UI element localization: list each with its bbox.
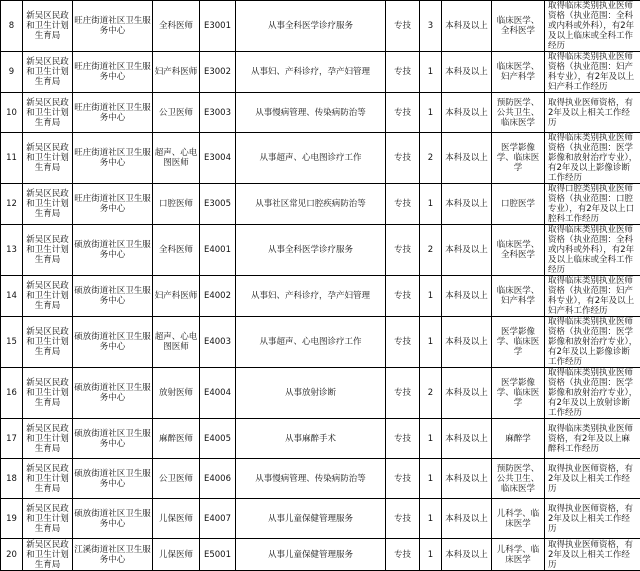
table-row: [1, 1, 640, 52]
cell-number: 16: [1, 368, 23, 419]
cell-position-code: E3005: [200, 184, 236, 225]
table-row: [1, 276, 640, 317]
cell-headcount: 1: [420, 184, 442, 225]
cell-position-code: E4005: [200, 419, 236, 459]
cell-position-code: E5001: [200, 539, 236, 571]
cell-requirements: 取得临床类别执业医师资格（执业范围：医学影像和放射治疗专业），有2年及以上放射诊断工作经历: [545, 368, 640, 419]
cell-job-content: 从事妇、产科诊疗，孕产妇管理: [236, 276, 386, 317]
cell-department: 新吴区民政和卫生计划生育局: [23, 184, 73, 225]
cell-department: 新吴区民政和卫生计划生育局: [23, 93, 73, 133]
cell-job-content: 从事超声、心电图诊疗工作: [236, 317, 386, 368]
cell-requirements: 取得临床类别执业医师资格（执业范围：全科或内科或外科），有2年及以上临床或全科工作经历: [545, 1, 640, 52]
cell-position-type: 专技: [386, 419, 420, 459]
cell-headcount: 3: [420, 1, 442, 52]
cell-department: 新吴区民政和卫生计划生育局: [23, 52, 73, 93]
cell-education: 本科及以上: [442, 499, 492, 539]
cell-unit: 硕放街道社区卫生服务中心: [73, 225, 153, 276]
cell-major: 儿科学、临床医学: [492, 539, 545, 571]
cell-position-code: E4002: [200, 276, 236, 317]
cell-job-content: 从事社区常见口腔疾病防治等: [236, 184, 386, 225]
cell-headcount: 1: [420, 52, 442, 93]
cell-position: 超声、心电图医师: [153, 317, 200, 368]
cell-position-code: E4001: [200, 225, 236, 276]
cell-major: 预防医学、公共卫生、临床医学: [492, 459, 545, 499]
cell-position-code: E3003: [200, 93, 236, 133]
cell-requirements: 取得临床类别执业医师资格（执业范围：医学影像和放射治疗专业），有2年及以上影像诊断工作经历: [545, 317, 640, 368]
cell-position: 全科医师: [153, 225, 200, 276]
table-row: [1, 133, 640, 184]
table-row: [1, 52, 640, 93]
cell-number: 15: [1, 317, 23, 368]
cell-unit: 旺庄街道社区卫生服务中心: [73, 133, 153, 184]
cell-headcount: 2: [420, 368, 442, 419]
cell-unit: 硕放街道社区卫生服务中心: [73, 317, 153, 368]
cell-major: 临床医学、妇产科学: [492, 276, 545, 317]
cell-unit: 硕放街道社区卫生服务中心: [73, 368, 153, 419]
cell-number: 13: [1, 225, 23, 276]
cell-number: 9: [1, 52, 23, 93]
cell-education: 本科及以上: [442, 459, 492, 499]
cell-education: 本科及以上: [442, 93, 492, 133]
cell-headcount: 1: [420, 419, 442, 459]
cell-major: 医学影像学、临床医学: [492, 133, 545, 184]
cell-number: 17: [1, 419, 23, 459]
cell-education: 本科及以上: [442, 1, 492, 52]
cell-unit: 硕放街道社区卫生服务中心: [73, 459, 153, 499]
cell-major: 麻醉学: [492, 419, 545, 459]
cell-major: 临床医学、全科医学: [492, 1, 545, 52]
cell-requirements: 取得临床类别执业医师资格（执业范围：妇产科专业），有2年及以上妇产科工作经历: [545, 276, 640, 317]
table-row: [1, 93, 640, 133]
cell-unit: 硕放街道社区卫生服务中心: [73, 276, 153, 317]
cell-position: 妇产科医师: [153, 276, 200, 317]
cell-position: 放射医师: [153, 368, 200, 419]
cell-position-type: 专技: [386, 133, 420, 184]
cell-headcount: 1: [420, 276, 442, 317]
cell-position: 公卫医师: [153, 93, 200, 133]
cell-education: 本科及以上: [442, 276, 492, 317]
cell-unit: 旺庄街道社区卫生服务中心: [73, 1, 153, 52]
cell-requirements: 取得临床类别执业医师资格（执业范围：全科或内科或外科），有2年及以上临床或全科工作经历: [545, 225, 640, 276]
cell-department: 新吴区民政和卫生计划生育局: [23, 276, 73, 317]
cell-unit: 旺庄街道社区卫生服务中心: [73, 184, 153, 225]
cell-number: 19: [1, 499, 23, 539]
cell-major: 临床医学、全科医学: [492, 225, 545, 276]
cell-department: 新吴区民政和卫生计划生育局: [23, 539, 73, 571]
table-row: [1, 539, 640, 571]
table-row: [1, 368, 640, 419]
cell-major: 预防医学、公共卫生、临床医学: [492, 93, 545, 133]
cell-position: 儿保医师: [153, 499, 200, 539]
cell-number: 11: [1, 133, 23, 184]
cell-headcount: 2: [420, 225, 442, 276]
cell-position: 麻醉医师: [153, 419, 200, 459]
table-row: [1, 184, 640, 225]
cell-education: 本科及以上: [442, 133, 492, 184]
cell-requirements: 取得执业医师资格，有2年及以上相关工作经历: [545, 539, 640, 571]
cell-major: 临床医学、妇产科学: [492, 52, 545, 93]
cell-unit: 旺庄街道社区卫生服务中心: [73, 93, 153, 133]
cell-major: 医学影像学、临床医学: [492, 368, 545, 419]
cell-position: 公卫医师: [153, 459, 200, 499]
cell-job-content: 从事慢病管理、传染病防治等: [236, 93, 386, 133]
cell-position-code: E4007: [200, 499, 236, 539]
cell-number: 12: [1, 184, 23, 225]
cell-department: 新吴区民政和卫生计划生育局: [23, 459, 73, 499]
cell-education: 本科及以上: [442, 225, 492, 276]
cell-headcount: 1: [420, 539, 442, 571]
cell-position-code: E3002: [200, 52, 236, 93]
cell-job-content: 从事全科医学诊疗服务: [236, 225, 386, 276]
cell-job-content: 从事儿童保健管理服务: [236, 499, 386, 539]
cell-job-content: 从事放射诊断: [236, 368, 386, 419]
cell-requirements: 取得临床类别执业医师资格（执业范围：医学影像和放射治疗专业），有2年及以上影像诊断工作经历: [545, 133, 640, 184]
table-row: [1, 317, 640, 368]
cell-position: 妇产科医师: [153, 52, 200, 93]
cell-department: 新吴区民政和卫生计划生育局: [23, 133, 73, 184]
cell-position: 口腔医师: [153, 184, 200, 225]
cell-major: 医学影像学、临床医学: [492, 317, 545, 368]
cell-major: 口腔医学: [492, 184, 545, 225]
cell-unit: 硕放街道社区卫生服务中心: [73, 419, 153, 459]
cell-education: 本科及以上: [442, 184, 492, 225]
cell-position-type: 专技: [386, 368, 420, 419]
cell-requirements: 取得执业医师资格，有2年及以上相关工作经历: [545, 93, 640, 133]
cell-requirements: 取得执业医师资格，有2年及以上相关工作经历: [545, 499, 640, 539]
cell-job-content: 从事超声、心电图诊疗工作: [236, 133, 386, 184]
cell-number: 8: [1, 1, 23, 52]
table-row: [1, 499, 640, 539]
table-row: [1, 419, 640, 459]
cell-position-type: 专技: [386, 499, 420, 539]
cell-position-type: 专技: [386, 225, 420, 276]
cell-position-code: E4006: [200, 459, 236, 499]
cell-position-type: 专技: [386, 184, 420, 225]
cell-position-code: E4004: [200, 368, 236, 419]
cell-education: 本科及以上: [442, 368, 492, 419]
cell-headcount: 1: [420, 499, 442, 539]
cell-position-code: E3001: [200, 1, 236, 52]
cell-department: 新吴区民政和卫生计划生育局: [23, 368, 73, 419]
cell-position: 儿保医师: [153, 539, 200, 571]
cell-department: 新吴区民政和卫生计划生育局: [23, 499, 73, 539]
cell-job-content: 从事妇、产科诊疗，孕产妇管理: [236, 52, 386, 93]
cell-department: 新吴区民政和卫生计划生育局: [23, 419, 73, 459]
cell-requirements: 取得执业医师资格，有2年及以上相关工作经历: [545, 459, 640, 499]
cell-number: 20: [1, 539, 23, 571]
table-row: [1, 225, 640, 276]
cell-requirements: 取得临床类别执业医师资格（执业范围：妇产科专业），有2年及以上妇产科工作经历: [545, 52, 640, 93]
cell-number: 18: [1, 459, 23, 499]
cell-unit: 硕放街道社区卫生服务中心: [73, 499, 153, 539]
cell-department: 新吴区民政和卫生计划生育局: [23, 225, 73, 276]
cell-position-type: 专技: [386, 539, 420, 571]
cell-headcount: 2: [420, 133, 442, 184]
cell-position-code: E3004: [200, 133, 236, 184]
cell-position-type: 专技: [386, 93, 420, 133]
cell-position-type: 专技: [386, 52, 420, 93]
cell-education: 本科及以上: [442, 419, 492, 459]
cell-number: 10: [1, 93, 23, 133]
cell-department: 新吴区民政和卫生计划生育局: [23, 1, 73, 52]
cell-headcount: 1: [420, 93, 442, 133]
cell-unit: 旺庄街道社区卫生服务中心: [73, 52, 153, 93]
cell-job-content: 从事全科医学诊疗服务: [236, 1, 386, 52]
cell-position-type: 专技: [386, 276, 420, 317]
cell-position-code: E4003: [200, 317, 236, 368]
cell-position-type: 专技: [386, 1, 420, 52]
cell-education: 本科及以上: [442, 317, 492, 368]
table-row: [1, 459, 640, 499]
cell-number: 14: [1, 276, 23, 317]
cell-unit: 江溪街道社区卫生服务中心: [73, 539, 153, 571]
cell-department: 新吴区民政和卫生计划生育局: [23, 317, 73, 368]
cell-job-content: 从事慢病管理、传染病防治等: [236, 459, 386, 499]
cell-position-type: 专技: [386, 459, 420, 499]
cell-job-content: 从事儿童保健管理服务: [236, 539, 386, 571]
cell-education: 本科及以上: [442, 539, 492, 571]
cell-requirements: 取得口腔类别执业医师资格（执业范围：口腔专业），有2年及以上口腔科工作经历: [545, 184, 640, 225]
cell-position-type: 专技: [386, 317, 420, 368]
cell-position: 超声、心电图医师: [153, 133, 200, 184]
cell-major: 儿科学、临床医学: [492, 499, 545, 539]
cell-education: 本科及以上: [442, 52, 492, 93]
cell-position: 全科医师: [153, 1, 200, 52]
cell-headcount: 1: [420, 317, 442, 368]
cell-job-content: 从事麻醉手术: [236, 419, 386, 459]
cell-requirements: 取得临床类别执业医师资格，有2年及以上麻醉科工作经历: [545, 419, 640, 459]
cell-headcount: 1: [420, 459, 442, 499]
